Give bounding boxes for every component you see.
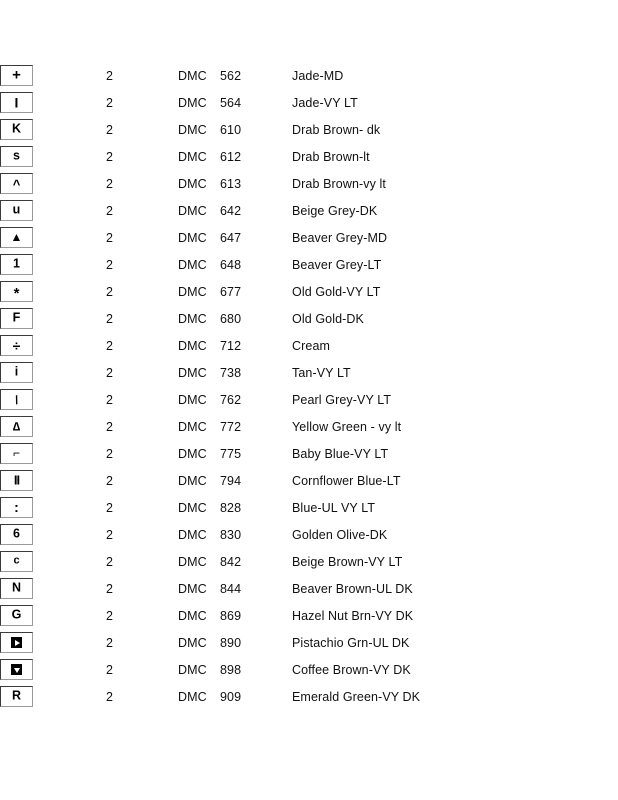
letter-g-icon: G <box>11 607 22 622</box>
symbol-cell <box>0 683 106 710</box>
floss-name-value: Drab Brown- dk <box>292 122 381 137</box>
floss-code-cell <box>220 521 292 548</box>
strand-count-cell <box>106 116 178 143</box>
strand-count-cell <box>106 467 178 494</box>
table-row <box>0 170 618 197</box>
floss-code-value: 564 <box>220 95 242 110</box>
strand-count-cell <box>106 224 178 251</box>
strand-count-cell <box>106 251 178 278</box>
strand-count-value: 2 <box>106 311 114 326</box>
floss-code-value: 844 <box>220 581 242 596</box>
floss-code-cell <box>220 683 292 710</box>
floss-code-cell <box>220 224 292 251</box>
floss-code-cell <box>220 575 292 602</box>
corner-mark-icon: ⌐ <box>12 445 20 460</box>
floss-code-value: 648 <box>220 257 242 272</box>
floss-code-cell <box>220 602 292 629</box>
letter-f-icon: F <box>12 310 21 325</box>
floss-brand-cell <box>178 413 220 440</box>
symbol-swatch-box <box>0 551 33 572</box>
double-bar-icon: II <box>13 472 20 488</box>
floss-brand-value: DMC <box>178 419 207 434</box>
floss-brand-value: DMC <box>178 257 207 272</box>
strand-count-value: 2 <box>106 500 114 515</box>
floss-code-value: 647 <box>220 230 242 245</box>
strand-count-cell <box>106 62 178 89</box>
floss-brand-value: DMC <box>178 149 207 164</box>
table-row <box>0 629 618 656</box>
table-row <box>0 224 618 251</box>
floss-name-cell <box>292 170 618 197</box>
symbol-cell <box>0 170 106 197</box>
floss-brand-value: DMC <box>178 203 207 218</box>
symbol-swatch-box <box>0 308 33 329</box>
floss-code-cell <box>220 197 292 224</box>
floss-brand-cell <box>178 386 220 413</box>
asterisk-icon: * <box>13 285 20 302</box>
table-row <box>0 197 618 224</box>
floss-brand-cell <box>178 278 220 305</box>
floss-code-cell <box>220 548 292 575</box>
floss-brand-value: DMC <box>178 635 207 650</box>
strand-count-cell <box>106 656 178 683</box>
symbol-cell <box>0 62 106 89</box>
symbol-swatch-box <box>0 686 33 707</box>
symbol-swatch-box <box>0 119 33 140</box>
floss-code-value: 562 <box>220 68 242 83</box>
symbol-swatch-box <box>0 497 33 518</box>
symbol-cell <box>0 278 106 305</box>
strand-count-cell <box>106 575 178 602</box>
digit-six-icon: 6 <box>13 526 20 541</box>
table-row <box>0 521 618 548</box>
floss-code-value: 828 <box>220 500 242 515</box>
table-row <box>0 386 618 413</box>
strand-count-cell <box>106 305 178 332</box>
floss-code-value: 613 <box>220 176 242 191</box>
floss-name-value: Pearl Grey-VY LT <box>292 392 392 407</box>
symbol-cell <box>0 116 106 143</box>
symbol-cell <box>0 629 106 656</box>
symbol-swatch-box <box>0 416 33 437</box>
triangle-outline-icon: ∆ <box>12 419 21 433</box>
floss-name-cell <box>292 575 618 602</box>
symbol-swatch-box <box>0 659 33 680</box>
strand-count-cell <box>106 386 178 413</box>
symbol-cell <box>0 602 106 629</box>
strand-count-value: 2 <box>106 230 114 245</box>
symbol-cell <box>0 521 106 548</box>
symbol-cell <box>0 386 106 413</box>
floss-brand-value: DMC <box>178 608 207 623</box>
floss-name-value: Coffee Brown-VY DK <box>292 662 411 677</box>
symbol-cell <box>0 413 106 440</box>
triangle-filled-icon: ▲ <box>10 229 23 244</box>
floss-name-cell <box>292 656 618 683</box>
floss-name-cell <box>292 467 618 494</box>
strand-count-cell <box>106 521 178 548</box>
floss-code-value: 677 <box>220 284 242 299</box>
table-row <box>0 143 618 170</box>
table-row <box>0 656 618 683</box>
symbol-swatch-box <box>0 65 33 86</box>
strand-count-value: 2 <box>106 608 114 623</box>
letter-s-icon: s <box>13 148 20 163</box>
floss-brand-cell <box>178 467 220 494</box>
floss-name-value: Old Gold-DK <box>292 311 364 326</box>
floss-name-value: Cornflower Blue-LT <box>292 473 401 488</box>
floss-name-value: Tan-VY LT <box>292 365 351 380</box>
letter-k-icon: K <box>11 121 22 136</box>
symbol-swatch-box <box>0 254 33 275</box>
strand-count-value: 2 <box>106 203 114 218</box>
floss-brand-cell <box>178 62 220 89</box>
symbol-swatch-box <box>0 362 33 383</box>
strand-count-cell <box>106 89 178 116</box>
symbol-cell <box>0 359 106 386</box>
strand-count-value: 2 <box>106 446 114 461</box>
floss-brand-cell <box>178 602 220 629</box>
floss-brand-cell <box>178 440 220 467</box>
floss-name-cell <box>292 251 618 278</box>
symbol-cell <box>0 494 106 521</box>
strand-count-value: 2 <box>106 689 114 704</box>
floss-name-cell <box>292 683 618 710</box>
symbol-cell <box>0 197 106 224</box>
symbol-cell <box>0 305 106 332</box>
symbol-cell <box>0 89 106 116</box>
strand-count-cell <box>106 143 178 170</box>
strand-count-value: 2 <box>106 284 114 299</box>
floss-brand-value: DMC <box>178 311 207 326</box>
table-row <box>0 116 618 143</box>
floss-name-value: Beige Grey-DK <box>292 203 378 218</box>
strand-count-value: 2 <box>106 581 114 596</box>
floss-name-cell <box>292 62 618 89</box>
floss-code-cell <box>220 656 292 683</box>
floss-code-value: 762 <box>220 392 242 407</box>
strand-count-value: 2 <box>106 527 114 542</box>
floss-name-value: Cream <box>292 338 331 353</box>
floss-code-cell <box>220 305 292 332</box>
floss-brand-cell <box>178 656 220 683</box>
floss-name-cell <box>292 629 618 656</box>
symbol-swatch-box <box>0 146 33 167</box>
floss-name-cell <box>292 143 618 170</box>
table-row <box>0 359 618 386</box>
square-arrow-down-icon <box>11 664 22 675</box>
floss-name-cell <box>292 386 618 413</box>
floss-name-cell <box>292 521 618 548</box>
symbol-swatch-box <box>0 605 33 626</box>
strand-count-value: 2 <box>106 419 114 434</box>
floss-brand-value: DMC <box>178 284 207 299</box>
strand-count-cell <box>106 629 178 656</box>
symbol-swatch-box <box>0 200 33 221</box>
floss-brand-value: DMC <box>178 500 207 515</box>
strand-count-value: 2 <box>106 635 114 650</box>
floss-code-value: 869 <box>220 608 242 623</box>
floss-code-value: 898 <box>220 662 242 677</box>
floss-name-cell <box>292 332 618 359</box>
table-row <box>0 494 618 521</box>
strand-count-cell <box>106 683 178 710</box>
floss-name-value: Hazel Nut Brn-VY DK <box>292 608 414 623</box>
floss-name-cell <box>292 413 618 440</box>
floss-name-value: Beige Brown-VY LT <box>292 554 403 569</box>
floss-name-cell <box>292 278 618 305</box>
strand-count-value: 2 <box>106 95 114 110</box>
slash-stroke-icon: / <box>13 392 20 407</box>
floss-brand-cell <box>178 521 220 548</box>
floss-brand-value: DMC <box>178 230 207 245</box>
floss-code-cell <box>220 440 292 467</box>
strand-count-value: 2 <box>106 365 114 380</box>
table-row <box>0 575 618 602</box>
colon-icon: : <box>14 498 19 515</box>
symbol-swatch-box <box>0 524 33 545</box>
letter-n-icon: N <box>11 580 22 595</box>
floss-brand-cell <box>178 683 220 710</box>
table-row <box>0 89 618 116</box>
floss-name-value: Golden Olive-DK <box>292 527 388 542</box>
table-row <box>0 332 618 359</box>
symbol-cell <box>0 143 106 170</box>
symbol-cell <box>0 224 106 251</box>
floss-name-value: Beaver Grey-MD <box>292 230 388 245</box>
symbol-cell <box>0 548 106 575</box>
symbol-cell <box>0 467 106 494</box>
floss-name-cell <box>292 197 618 224</box>
table-row <box>0 413 618 440</box>
table-row <box>0 602 618 629</box>
table-row <box>0 62 618 89</box>
strand-count-cell <box>106 197 178 224</box>
floss-brand-cell <box>178 89 220 116</box>
floss-brand-value: DMC <box>178 122 207 137</box>
floss-name-cell <box>292 494 618 521</box>
floss-name-value: Beaver Grey-LT <box>292 257 382 272</box>
floss-name-value: Baby Blue-VY LT <box>292 446 389 461</box>
floss-brand-value: DMC <box>178 689 207 704</box>
floss-brand-cell <box>178 494 220 521</box>
floss-code-value: 772 <box>220 419 242 434</box>
symbol-swatch-box <box>0 578 33 599</box>
floss-code-value: 890 <box>220 635 242 650</box>
floss-brand-cell <box>178 116 220 143</box>
floss-brand-value: DMC <box>178 662 207 677</box>
floss-legend-table <box>0 62 618 710</box>
caret-icon: ^ <box>12 177 21 192</box>
symbol-swatch-box <box>0 443 33 464</box>
table-row <box>0 251 618 278</box>
strand-count-cell <box>106 440 178 467</box>
floss-name-value: Blue-UL VY LT <box>292 500 376 515</box>
table-row <box>0 278 618 305</box>
strand-count-value: 2 <box>106 68 114 83</box>
symbol-swatch-box <box>0 389 33 410</box>
floss-code-cell <box>220 629 292 656</box>
strand-count-cell <box>106 602 178 629</box>
floss-name-cell <box>292 116 618 143</box>
floss-brand-cell <box>178 251 220 278</box>
floss-brand-cell <box>178 143 220 170</box>
square-arrow-right-icon <box>11 637 22 648</box>
strand-count-cell <box>106 494 178 521</box>
floss-brand-value: DMC <box>178 392 207 407</box>
floss-code-value: 612 <box>220 149 242 164</box>
floss-name-cell <box>292 224 618 251</box>
floss-brand-cell <box>178 305 220 332</box>
letter-r-icon: R <box>11 688 22 703</box>
floss-name-value: Emerald Green-VY DK <box>292 689 421 704</box>
strand-count-cell <box>106 413 178 440</box>
floss-brand-cell <box>178 197 220 224</box>
division-icon: ÷ <box>12 337 21 353</box>
strand-count-value: 2 <box>106 392 114 407</box>
floss-code-cell <box>220 494 292 521</box>
floss-name-value: Drab Brown-vy lt <box>292 176 386 191</box>
floss-name-value: Jade-MD <box>292 68 344 83</box>
floss-code-value: 794 <box>220 473 242 488</box>
floss-brand-value: DMC <box>178 176 207 191</box>
floss-name-value: Yellow Green - vy lt <box>292 419 402 434</box>
digit-one-icon: 1 <box>13 256 20 271</box>
floss-brand-value: DMC <box>178 338 207 353</box>
floss-code-value: 610 <box>220 122 242 137</box>
floss-name-cell <box>292 548 618 575</box>
floss-code-value: 642 <box>220 203 242 218</box>
floss-brand-cell <box>178 575 220 602</box>
symbol-swatch-box <box>0 335 33 356</box>
letter-u-icon: u <box>12 202 21 217</box>
strand-count-value: 2 <box>106 257 114 272</box>
floss-brand-value: DMC <box>178 95 207 110</box>
symbol-swatch-box <box>0 470 33 491</box>
floss-brand-value: DMC <box>178 554 207 569</box>
strand-count-cell <box>106 548 178 575</box>
floss-brand-cell <box>178 170 220 197</box>
floss-name-cell <box>292 440 618 467</box>
floss-brand-value: DMC <box>178 365 207 380</box>
floss-name-cell <box>292 359 618 386</box>
floss-code-value: 842 <box>220 554 242 569</box>
symbol-swatch-box <box>0 632 33 653</box>
strand-count-value: 2 <box>106 176 114 191</box>
symbol-cell <box>0 440 106 467</box>
floss-brand-cell <box>178 359 220 386</box>
table-row <box>0 305 618 332</box>
floss-code-value: 680 <box>220 311 242 326</box>
strand-count-cell <box>106 278 178 305</box>
legend-rows <box>0 62 618 710</box>
floss-brand-cell <box>178 548 220 575</box>
strand-count-value: 2 <box>106 122 114 137</box>
floss-brand-value: DMC <box>178 473 207 488</box>
strand-count-value: 2 <box>106 149 114 164</box>
floss-name-value: Jade-VY LT <box>292 95 358 110</box>
symbol-cell <box>0 656 106 683</box>
floss-code-value: 712 <box>220 338 242 353</box>
floss-code-cell <box>220 251 292 278</box>
floss-brand-value: DMC <box>178 527 207 542</box>
floss-brand-cell <box>178 629 220 656</box>
floss-code-cell <box>220 359 292 386</box>
symbol-cell <box>0 575 106 602</box>
letter-i-icon: i <box>14 364 19 379</box>
floss-code-cell <box>220 89 292 116</box>
floss-brand-value: DMC <box>178 68 207 83</box>
floss-code-cell <box>220 170 292 197</box>
floss-code-cell <box>220 467 292 494</box>
floss-name-cell <box>292 305 618 332</box>
plus-icon: + <box>12 66 21 84</box>
strand-count-value: 2 <box>106 662 114 677</box>
symbol-swatch-box <box>0 281 33 302</box>
floss-code-cell <box>220 62 292 89</box>
symbol-swatch-box <box>0 173 33 194</box>
floss-code-cell <box>220 386 292 413</box>
table-row <box>0 683 618 710</box>
floss-code-cell <box>220 413 292 440</box>
strand-count-cell <box>106 332 178 359</box>
floss-code-cell <box>220 332 292 359</box>
floss-code-cell <box>220 143 292 170</box>
strand-count-value: 2 <box>106 338 114 353</box>
floss-brand-value: DMC <box>178 581 207 596</box>
strand-count-value: 2 <box>106 554 114 569</box>
floss-brand-cell <box>178 224 220 251</box>
strand-count-cell <box>106 170 178 197</box>
table-row <box>0 440 618 467</box>
floss-brand-value: DMC <box>178 446 207 461</box>
floss-code-cell <box>220 116 292 143</box>
floss-code-value: 775 <box>220 446 242 461</box>
symbol-cell <box>0 332 106 359</box>
floss-brand-cell <box>178 332 220 359</box>
floss-name-value: Old Gold-VY LT <box>292 284 381 299</box>
floss-code-value: 830 <box>220 527 242 542</box>
symbol-cell <box>0 251 106 278</box>
floss-code-cell <box>220 278 292 305</box>
floss-name-value: Pistachio Grn-UL DK <box>292 635 410 650</box>
floss-name-cell <box>292 602 618 629</box>
letter-c-icon: c <box>13 554 20 567</box>
floss-code-value: 909 <box>220 689 242 704</box>
vertical-bar-icon: I <box>14 94 19 110</box>
floss-name-cell <box>292 89 618 116</box>
strand-count-value: 2 <box>106 473 114 488</box>
symbol-swatch-box <box>0 92 33 113</box>
floss-name-value: Beaver Brown-UL DK <box>292 581 413 596</box>
strand-count-cell <box>106 359 178 386</box>
table-row <box>0 467 618 494</box>
symbol-swatch-box <box>0 227 33 248</box>
table-row <box>0 548 618 575</box>
floss-name-value: Drab Brown-lt <box>292 149 370 164</box>
floss-code-value: 738 <box>220 365 242 380</box>
